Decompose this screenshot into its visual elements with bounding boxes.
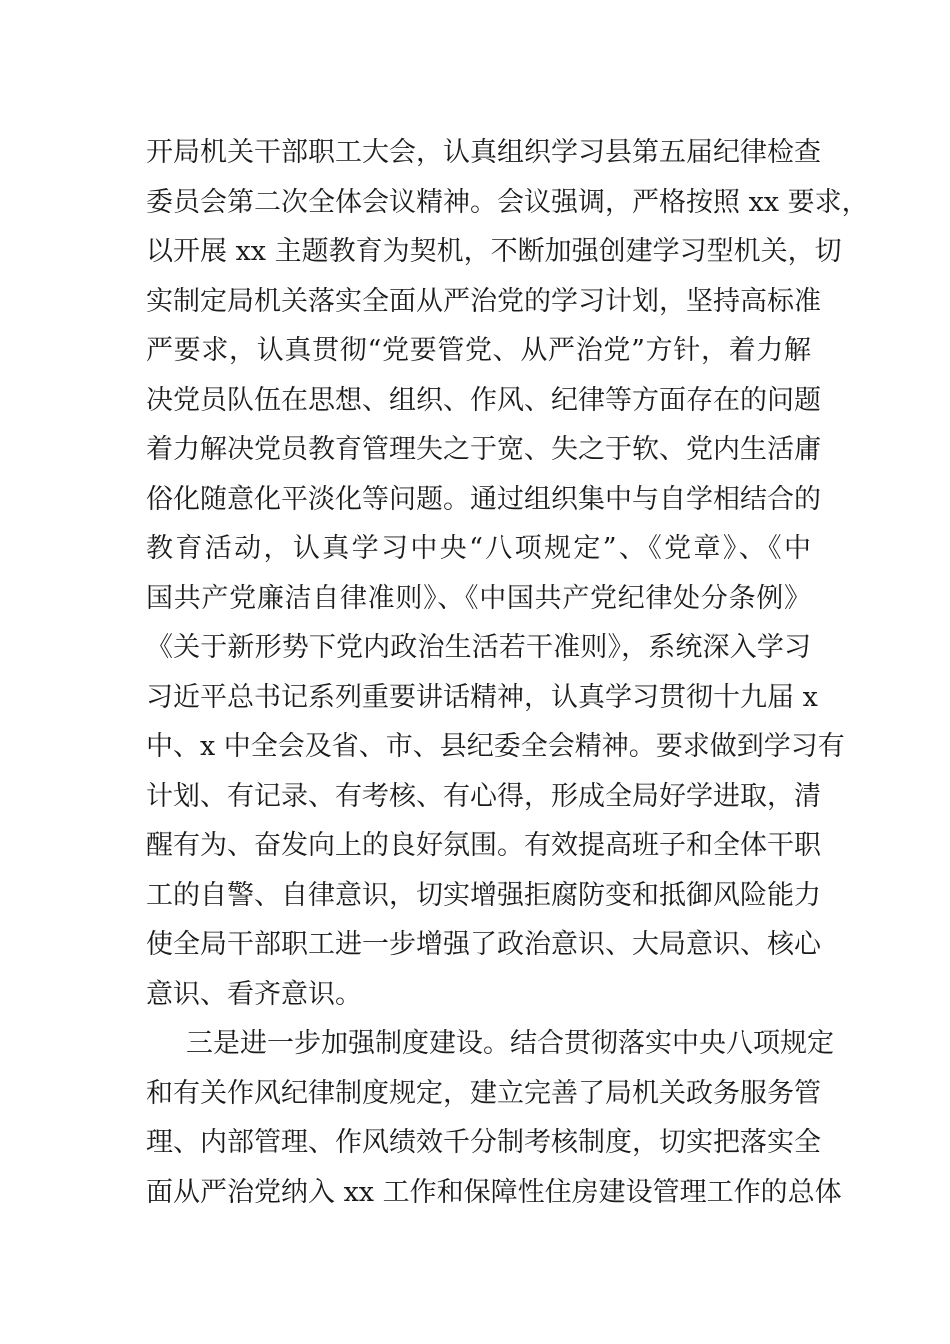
text-line: 工的自警、自律意识，切实增强拒腐防变和抵御风险能力 <box>146 879 821 911</box>
text-line: 严要求，认真贯彻“党要管党、从严治党”方针，着力解 <box>146 335 811 366</box>
text-line: 实制定局机关落实全面从严治党的学习计划，坚持高标准 <box>146 285 821 317</box>
text-line: 开局机关干部职工大会，认真组织学习县第五届纪律检查 <box>146 137 821 168</box>
text-line: 使全局干部职工进一步增强了政治意识、大局意识、核心 <box>146 929 821 960</box>
text-line: 习近平总书记系列重要讲话精神，认真学习贯彻十九届 x <box>146 681 818 713</box>
text-line: 面从严治党纳入 xx 工作和保障性住房建设管理工作的总体 <box>146 1176 842 1208</box>
text-line: 决党员队伍在思想、组织、作风、纪律等方面存在的问题 <box>146 384 821 416</box>
text-line: 教育活动，认真学习中央“八项规定”、《党章》、《中 <box>146 533 811 564</box>
text-line: 着力解决党员教育管理失之于宽、失之于软、党内生活庸 <box>146 434 821 465</box>
paragraph-start-line: 三是进一步加强制度建设。结合贯彻落实中央八项规定 <box>186 1028 834 1059</box>
text-line: 《关于新形势下党内政治生活若干准则》，系统深入学习 <box>146 632 811 663</box>
text-line: 和有关作风纪律制度规定，建立完善了局机关政务服务管 <box>146 1077 821 1109</box>
body-text <box>146 128 869 1217</box>
text-line: 中、x 中全会及省、市、县纪委全会精神。要求做到学习有 <box>146 731 845 762</box>
text-line: 委员会第二次全体会议精神。会议强调，严格按照 xx 要求， <box>146 186 869 218</box>
text-line: 理、内部管理、作风绩效千分制考核制度，切实把落实全 <box>146 1127 821 1158</box>
text-line: 以开展 xx 主题教育为契机，不断加强创建学习型机关，切 <box>146 236 842 267</box>
text-line: 国共产党廉洁自律准则》、《中国共产党纪律处分条例》 <box>146 582 811 614</box>
text-line: 意识、看齐意识。 <box>146 978 362 1010</box>
text-line: 俗化随意化平淡化等问题。通过组织集中与自学相结合的 <box>146 483 821 515</box>
text-line: 计划、有记录、有考核、有心得，形成全局好学进取，清 <box>146 780 821 812</box>
text-line: 醒有为、奋发向上的良好氛围。有效提高班子和全体干职 <box>146 830 821 861</box>
